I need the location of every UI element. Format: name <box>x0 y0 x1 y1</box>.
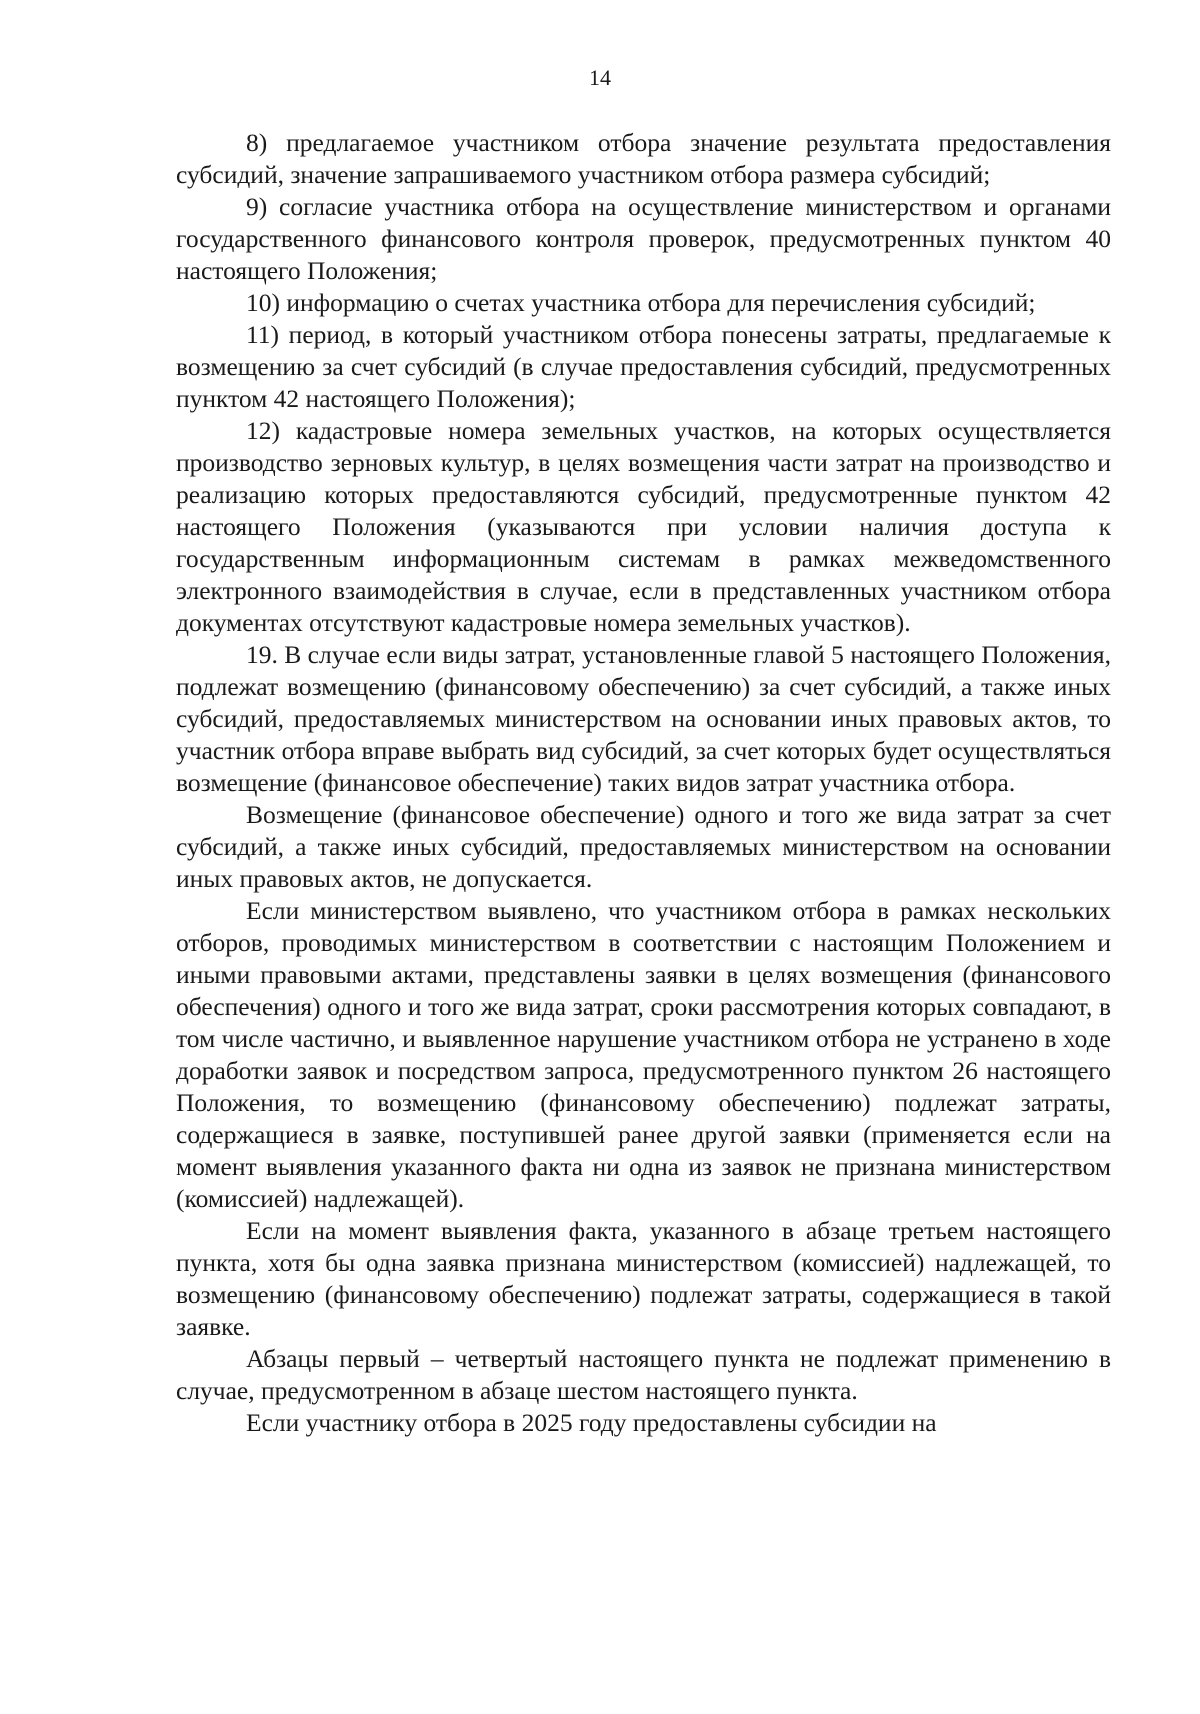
paragraph-item-11: 11) период, в который участником отбора понесены затраты, предлагаемые к возмещению за счет субсидий (в случае предоставления субсидий, предусмотренных пунктом 42 настоящего Положения); <box>176 320 1111 413</box>
paragraph-ministry-detected: Если министерством выявлено, что участником отбора в рамках нескольких отборов, проводимых министерством в соответствии с настоящим Положением и иными правовыми актами, представлены заявки в целях возмещения (финансового обеспечения) одного и того же вида затрат, сроки рассмотрения которых совпадают, в том числе частично, и выявленное нарушение участником отбора не устранено в ходе доработки заявок и посредством запроса, предусмотренного пунктом 26 настоящего Положения, то возмещению (финансовому обеспечению) подлежат затраты, содержащиеся в заявке, поступившей ранее другой заявки (применяется если на момент выявления указанного факта ни одна из заявок не признана министерством (комиссией) надлежащей). <box>176 896 1111 1213</box>
paragraph-item-9: 9) согласие участника отбора на осуществление министерством и органами государственного финансового контроля проверок, предусмотренных пунктом 40 настоящего Положения; <box>176 192 1111 285</box>
paragraph-2025-subsidies: Если участнику отбора в 2025 году предоставлены субсидии на <box>246 1408 937 1437</box>
paragraph-exceptions: Абзацы первый – четвертый настоящего пункта не подлежат применению в случае, предусмотренном в абзаце шестом настоящего пункта. <box>176 1344 1111 1405</box>
document-body <box>176 127 1111 1439</box>
paragraph-item-10: 10) информацию о счетах участника отбора для перечисления субсидий; <box>246 288 1036 317</box>
page-number: 14 <box>589 65 611 90</box>
paragraph-reimbursement: Возмещение (финансовое обеспечение) одного и того же вида затрат за счет субсидий, а также иных субсидий, предоставляемых министерством на основании иных правовых актов, не допускается. <box>176 800 1111 893</box>
paragraph-clause-19: 19. В случае если виды затрат, установленные главой 5 настоящего Положения, подлежат возмещению (финансовому обеспечению) за счет субсидий, а также иных субсидий, предоставляемых министерством на основании иных правовых актов, то участник отбора вправе выбрать вид субсидий, за счет которых будет осуществляться возмещение (финансовое обеспечение) таких видов затрат участника отбора. <box>176 640 1111 797</box>
paragraph-item-12: 12) кадастровые номера земельных участков, на которых осуществляется производство зерновых культур, в целях возмещения части затрат на производство и реализацию которых предоставляются субсидий, предусмотренные пунктом 42 настоящего Положения (указываются при условии наличия доступа к государственным информационным системам в рамках межведомственного электронного взаимодействия в случае, если в представленных участником отбора документах отсутствуют кадастровые номера земельных участков). <box>176 416 1111 637</box>
paragraph-application-recognized: Если на момент выявления факта, указанного в абзаце третьем настоящего пункта, хотя бы одна заявка признана министерством (комиссией) надлежащей, то возмещению (финансовому обеспечению) подлежат затраты, содержащиеся в такой заявке. <box>176 1216 1111 1341</box>
paragraph-item-8: 8) предлагаемое участником отбора значение результата предоставления субсидий, значение запрашиваемого участником отбора размера субсидий; <box>176 128 1111 189</box>
